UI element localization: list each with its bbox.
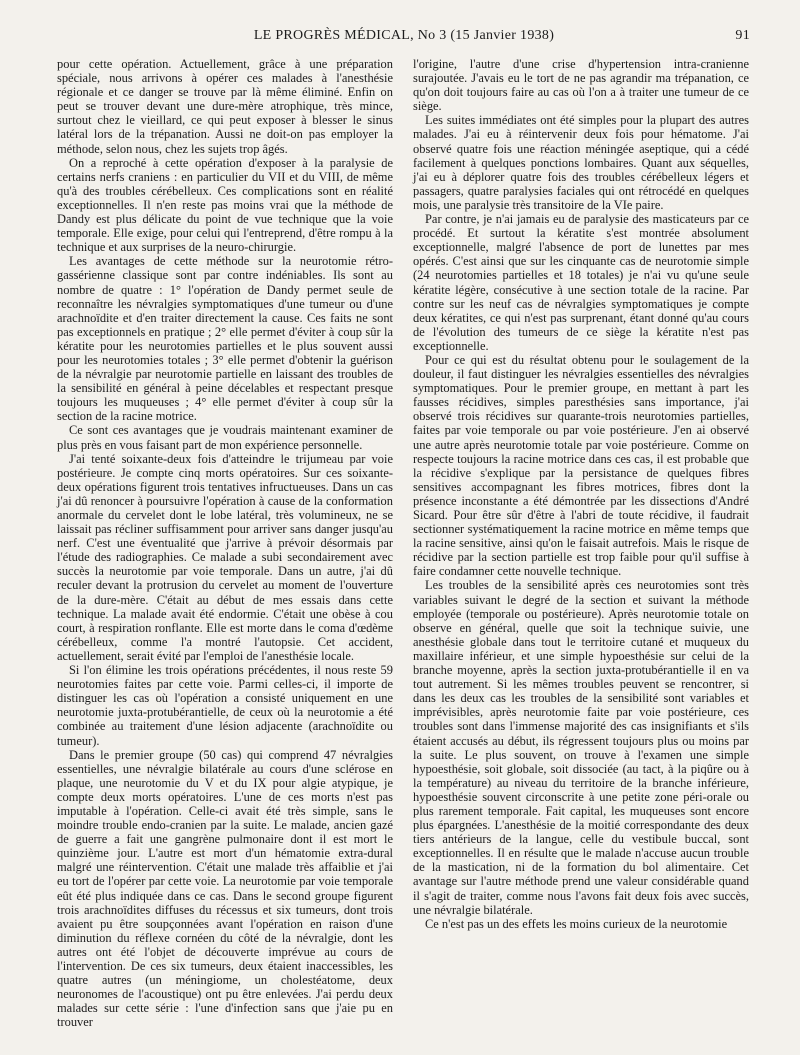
paragraph: Ce n'est pas un des effets les moins curieux de la neurotomie	[425, 916, 728, 931]
running-header	[58, 28, 750, 48]
paragraph: Dans le premier groupe (50 cas) qui comprend 47 névralgies essentielles, une névralgie bilatérale au cours d'une sclérose en plaque, une neurotomie du V et du IX pour algie atypique, je compte deux morts opératoires. L'une de ces morts n'est pas imputable à l'opération. Celle-ci avait été très simple, sans le moindre trouble endo-cranien par la suite. Le malade, ancien gazé de guerre a fait une gangrène pulmonaire dont il est mort le quinzième jour. L'autre est mort d'un hématomie extra-dural malgré une réintervention. C'était une malade très affaiblie et j'ai eu tort de l'opérer par cette voie. La neurotomie par voie temporale eût été plus indiquée dans ce cas. Dans le second groupe figurent trois arachnoïdites diffuses du récessus et six tumeurs, dont trois avaient pu être soupçonnées avant l'opération en raison d'une diminution du réflexe cornéen du côté de la névralgie, dont les autres ont été l'objet de découverte imprévue au cours de l'intervention. De ces six tumeurs, deux étaient inaccessibles, les quatre autres (un méningiome, un cholestéatome, deux neuronomes de l'acoustique) ont pu être enlevées. J'ai perdu deux malades sur cette série : l'une d'infection sans que j'aie pu en trouver	[57, 747, 393, 1030]
paragraph: On a reproché à cette opération d'exposer à la paralysie de certains nerfs craniens : en particulier du VII et du VIII, de même qu'à des troubles cérébelleux. Ces complications sont en réalité exceptionnelles. Il n'en reste pas moins vrai que la méthode de Dandy est plus délicate du point de vue technique que la voie temporale. Elle exige, pour celui qui l'entreprend, d'être rompu à la technique et aux surprises de la neuro-chirurgie.	[57, 155, 393, 255]
paragraph: Si l'on élimine les trois opérations précédentes, il nous reste 59 neurotomies faites par cette voie. Parmi celles-ci, il importe de distinguer les cas où l'opération a consisté uniquement en une neurotomie juxta-protubérantielle, de ceux où la neurotomie a été combinée au traitement d'une lésion adjacente (arachnoïdite ou tumeur).	[57, 663, 393, 748]
paragraph: Les troubles de la sensibilité après ces neurotomies sont très variables suivant le degré de la section et suivant la méthode employée (temporale ou postérieure). Après neurotomie totale on observe en général, quelle que soit la technique suivie, une anesthésie globale dans tout le territoire cutané et muqueux du maxillaire inférieur, et une simple hypoesthésie sur celui de la branche moyenne, après la section juxta-protubérantielle il en va tout autrement. Si les mêmes troubles peuvent se rencontrer, si dans les deux cas les troubles de la sensibilité sont variables et imprévisibles, après neurotomie faite par voie postérieure, ces troubles sont dans l'immense majorité des cas insignifiants et s'ils étaient accusés au début, ils régressent toujours plus ou moins par la suite. Le plus souvent, on trouve à l'examen une simple hypoesthésie, soit globale, soit dissociée (au tact, à la piqûre ou à la température) au niveau du territoire de la branche inférieure, hypoesthésie souvent circonscrite à une petite zone péri-orale ou plus rarement temporale. Fait capital, les muqueuses sont encore plus épargnées. L'anesthésie de la moitié correspondante des deux tiers antérieurs de la langue, celle du vestibule buccal, sont exceptionnelles. Il en résulte que le malade n'accuse aucun trouble de la mastication, ni de la formation du bol alimentaire. Cet avantage sur l'autre méthode prend une valeur considérable quand il s'agit de traiter, comme nous l'avons fait deux fois avec succès, une névralgie bilatérale.	[413, 578, 749, 917]
right-column	[413, 57, 749, 931]
paragraph: l'origine, l'autre d'une crise d'hypertension intra-cranienne surajoutée. J'avais eu le tort de ne pas agrandir ma trépanation, ce qu'on doit toujours faire au cas où l'on a à traiter une tumeur de ce siège.	[413, 57, 749, 114]
paragraph: pour cette opération. Actuellement, grâce à une préparation spéciale, nous arrivons à opérer ces malades à l'anesthésie régionale et ce danger se trouve par là même éliminé. Enfin on peut se trouver devant une dure-mère atrophique, très mince, surtout chez le vieillard, ce qui peut exposer à blesser le sinus latéral lors de la trépanation. Aussi ne doit-on pas employer la méthode, selon nous, chez les sujets trop âgés.	[57, 57, 393, 156]
paragraph: Pour ce qui est du résultat obtenu pour le soulagement de la douleur, il faut distinguer les névralgies essentielles des névralgies symptomatiques. Pour le premier groupe, en mettant à part les fausses récidives, simples paresthésies sans importance, j'ai observé trois récidives sur quarante-trois neurotomies partielles, faites par voie temporale ou par voie postérieure. J'en ai observé une autre après neurotomie totale par voie postérieure. Comme on respecte toujours la racine motrice dans ces cas, il est probable que la récidive s'explique par la persistance de quelques fibres sensitives accompagnant les fibres motrices, fibres dont la présence inconstante a été démontrée par les dissections d'André Sicard. Pour être sûr d'être à l'abri de toute récidive, il faudrait sectionner systématiquement la racine motrice en même temps que la racine sensitive, ainsi qu'on le faisait autrefois. Mais le risque de récidive par la section partielle est trop faible pour qu'il suffise à faire condamner cette nouvelle technique.	[413, 352, 749, 579]
paragraph: Les suites immédiates ont été simples pour la plupart des autres malades. J'ai eu à réintervenir deux fois pour hématome. J'ai observé quatre fois une réaction méningée aseptique, qui a cédé facilement à quelques ponctions lombaires. Quant aux séquelles, j'ai eu à déplorer quatre fois des troubles cérébelleux légers et passagers, quatre paralysies faciales qui ont rétrocédé en quelques mois, une paralysie très transitoire de la VIe paire.	[413, 113, 749, 212]
journal-title: LE PROGRÈS MÉDICAL, No 3 (15 Janvier 1938)	[253, 28, 555, 43]
paragraph: Les avantages de cette méthode sur la neurotomie rétro-gassérienne classique sont par contre indéniables. Ils sont au nombre de quatre : 1° l'opération de Dandy permet seule de reconnaître les névralgies symptomatiques d'une tumeur ou d'une arachnoïdite et d'en traiter directement la cause. Ces faits ne sont pas exceptionnels en pratique ; 2° elle permet d'éviter à coup sûr la kératite pour les neurotomies partielles et le plus souvent aussi pour les neurotomies totales ; 3° elle permet d'obtenir la guérison de la névralgie par neurotomie partielle en laissant des troubles de la sensibilité en général à peine décelables et respectant presque toujours les muqueuses ; 4° elle permet d'éviter à coup sûr la section de la racine motrice.	[57, 254, 393, 424]
paragraph: Par contre, je n'ai jamais eu de paralysie des masticateurs par ce procédé. Et surtout la kératite s'est montrée absolument exceptionnelle, malgré l'absence de port de lunettes par mes opérés. C'est ainsi que sur les cinquante cas de neurotomie simple (24 neurotomies partielles et 18 totales) je n'ai vu qu'une seule kératite légère, consécutive à une section totale de la racine. Par contre sur les neuf cas de névralgies symptomatiques je compte deux kératites, ce qui n'est pas surprenant, étant donné qu'au cours de l'évolution des tumeurs de ce siège la kératite n'est pas exceptionnelle.	[413, 212, 749, 353]
paragraph: J'ai tenté soixante-deux fois d'atteindre le trijumeau par voie postérieure. Je compte cinq morts opératoires. Sur ces soixante-deux opérations figurent trois tentatives infructueuses. Dans un cas j'ai dû renoncer à poursuivre l'opération à cause de la conformation anormale du cervelet dont le lobe latéral, très volumineux, ne se laissait pas récliner suffisamment pour arriver sans danger jusqu'au nerf. C'est une éventualité que j'arrive à prévoir désormais par l'étude des radiographies. Ce malade a subi secondairement avec succès la neurotomie par voie temporale. Dans un autre, j'ai dû reculer devant la protrusion du cervelet au moment de l'ouverture de la dure-mère. C'était au début de mes essais dans cette technique. La malade avait été endormie. C'était une obèse à cou court, à respiration ronflante. Elle est morte dans le coma d'œdème cérébelleux, comme l'a montré l'autopsie. Cet accident, actuellement, serait évité par l'emploi de l'anesthésie locale.	[57, 451, 393, 663]
page-number: 91	[735, 28, 750, 43]
journal-name: LE PROGRÈS MÉDICAL	[253, 28, 411, 43]
issue-info: No 3 (15 Janvier 1938)	[417, 28, 555, 43]
left-column	[57, 57, 393, 1029]
paragraph: Ce sont ces avantages que je voudrais maintenant examiner de plus près en vous faisant part de mon expérience personnelle.	[57, 423, 393, 452]
